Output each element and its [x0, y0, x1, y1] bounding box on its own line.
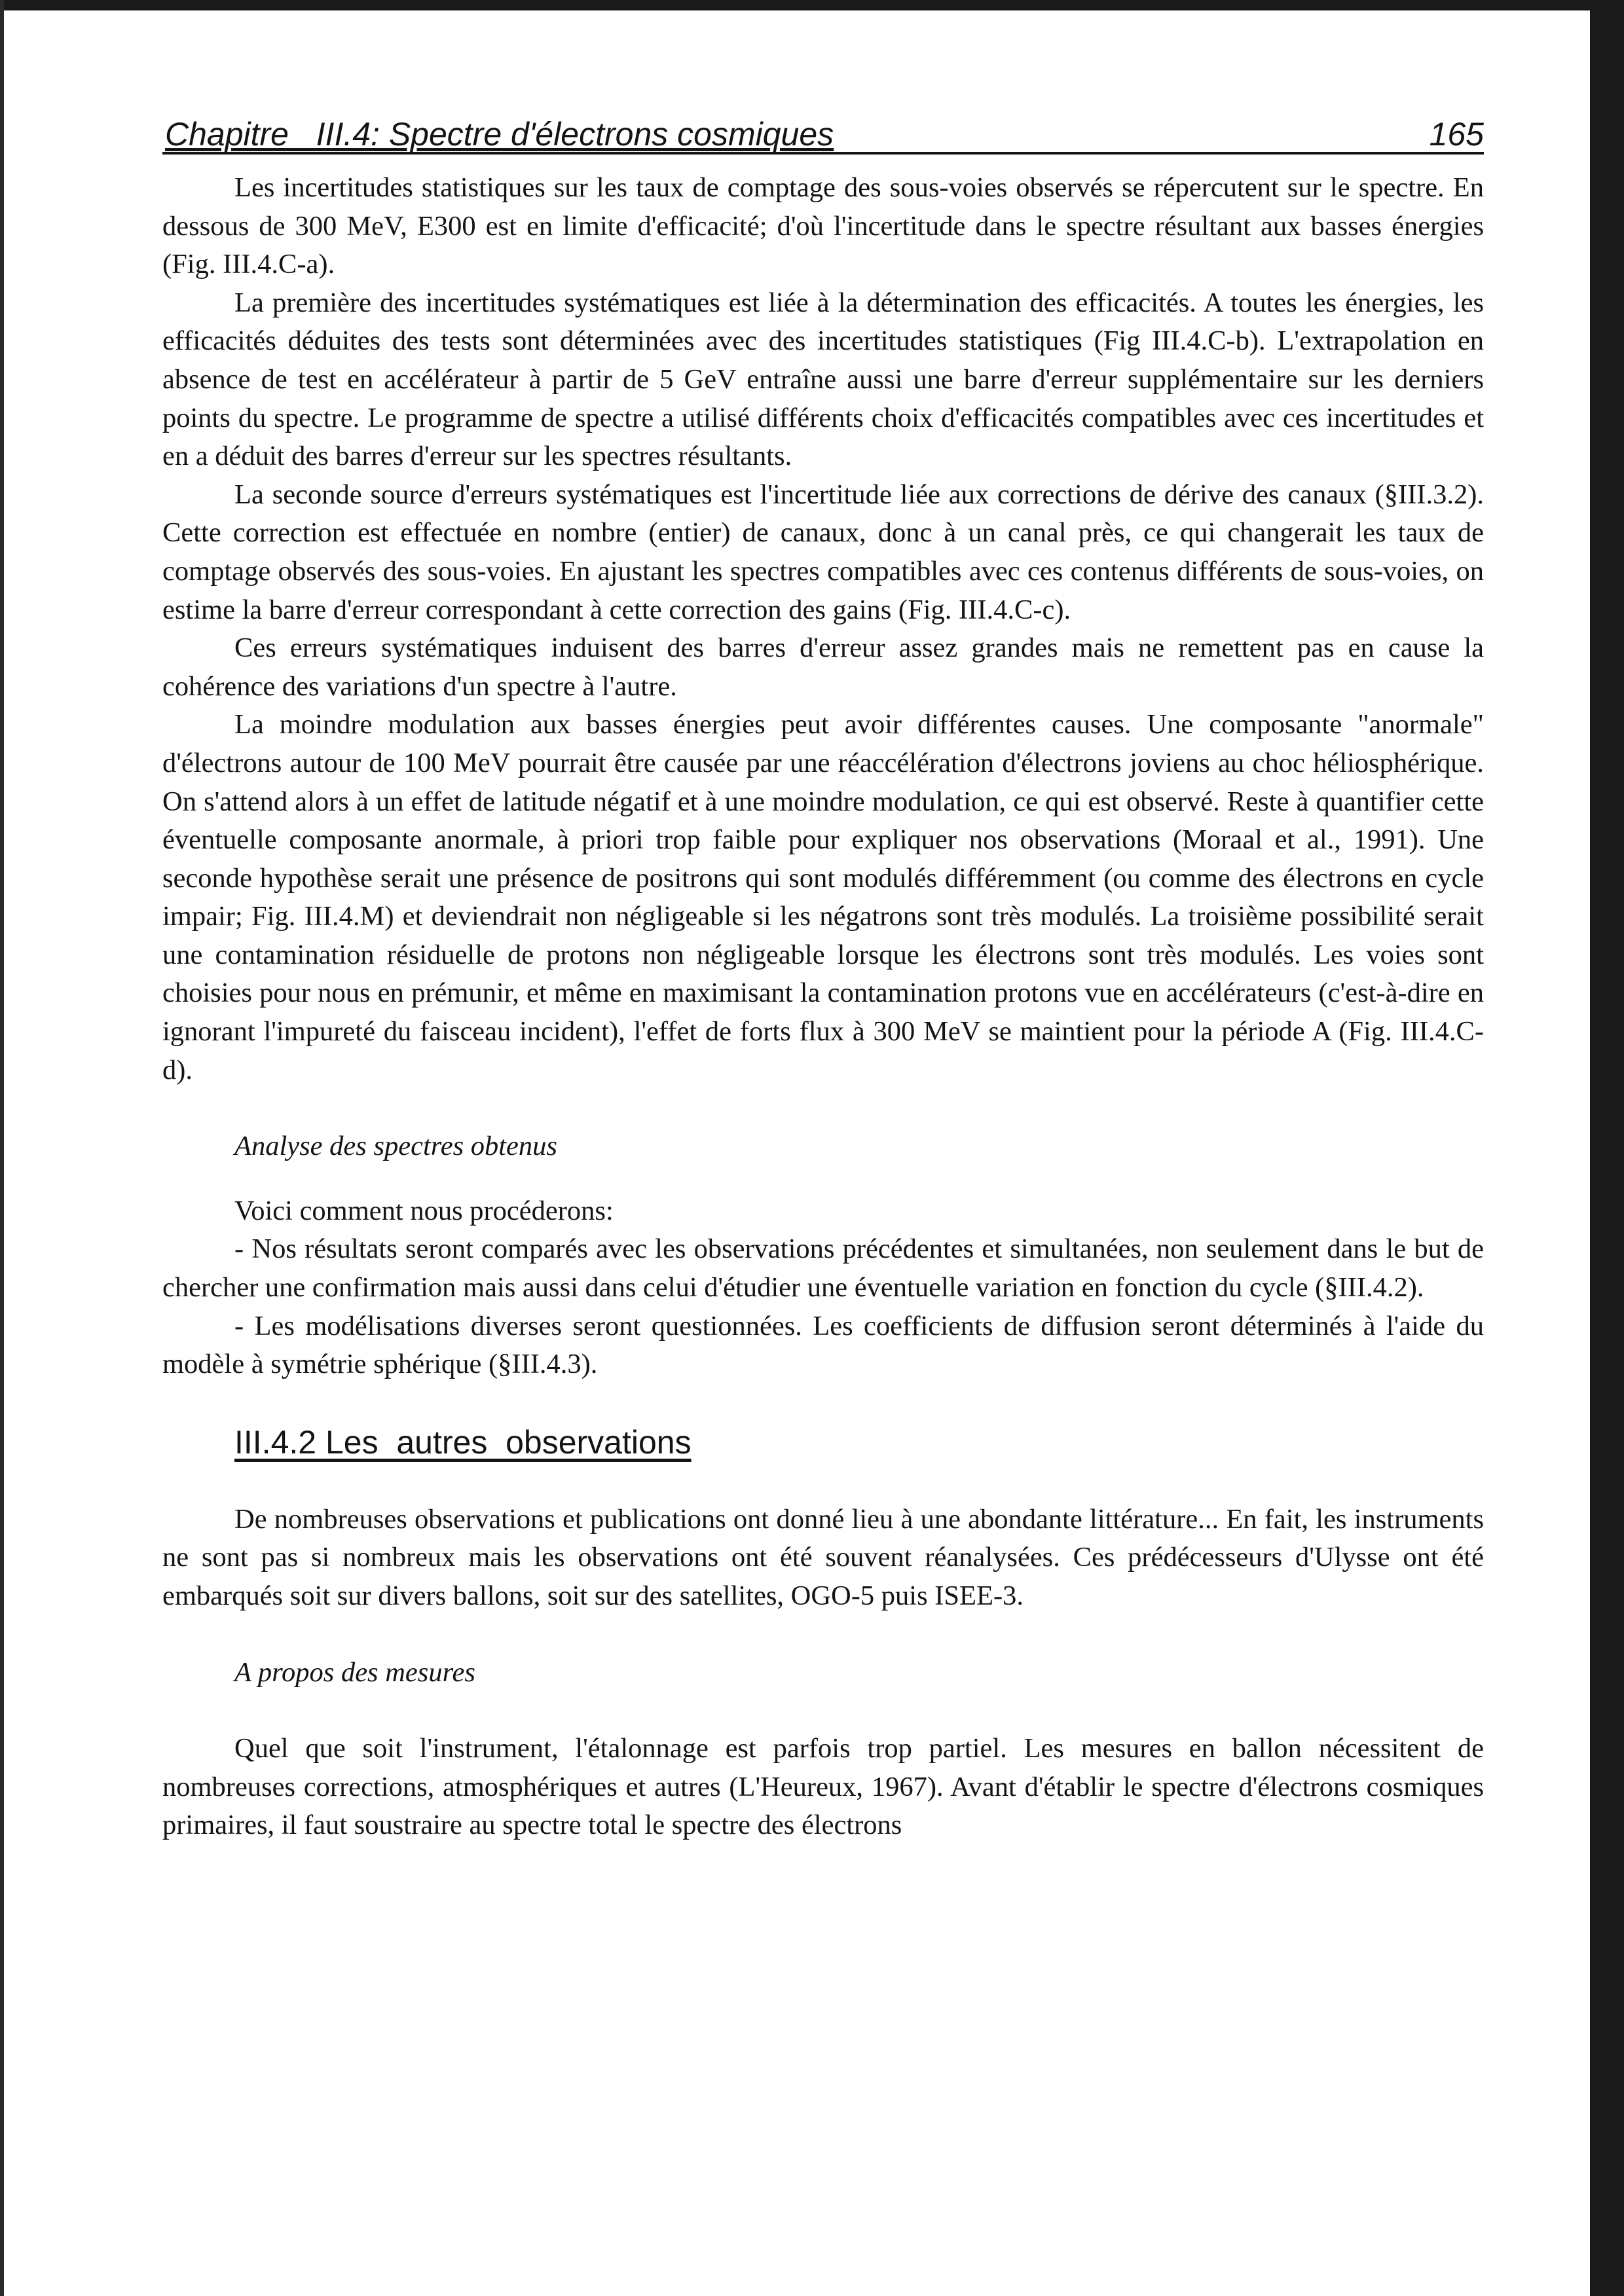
subheading-analysis: Analyse des spectres obtenus	[234, 1131, 557, 1162]
scan-border-left	[0, 0, 4, 2296]
page-number: 165	[1429, 116, 1484, 153]
paragraph-procedure-intro: Voici comment nous procéderons:	[234, 1195, 614, 1226]
document-page	[162, 111, 1484, 1845]
paragraph-efficiency-uncertainties: La première des incertitudes systématiques est liée à la détermination des efficacités. A toutes les énergies, les efficacités déduites des tests sont déterminées avec des incertitudes statistiques (Fig III.4.C-b). L'extrapolation en absence de test en accélérateur à partir de 5 GeV entraîne aussi une barre d'erreur supplémentaire sur les derniers points du spectre. Le programme de spectre a utilisé différents choix d'efficacités compatibles avec ces incertitudes et en a déduit des barres d'erreur sur les spectres résultants.	[162, 287, 1484, 472]
paragraph-systematic-errors: Ces erreurs systématiques induisent des barres d'erreur assez grandes mais ne remettent pas en cause la cohérence des variations d'un spectre à l'autre.	[162, 632, 1484, 702]
paragraph-statistical-uncertainties: Les incertitudes statistiques sur les taux de comptage des sous-voies observés se répercutent sur le spectre. En dessous de 300 MeV, E300 est en limite d'efficacité; d'où l'incertitude dans le spectre résultant aux basses énergies (Fig. III.4.C-a).	[162, 172, 1484, 280]
paragraph-drift-corrections: La seconde source d'erreurs systématiques est l'incertitude liée aux corrections de dérive des canaux (§III.3.2). Cette correction est effectuée en nombre (entier) de canaux, donc à un canal près, ce qui changerait les taux de comptage observés des sous-voies. En ajustant les spectres compatibles avec ces contenus différents de sous-voies, on estime la barre d'erreur correspondant à cette correction des gains (Fig. III.4.C-c).	[162, 479, 1484, 625]
running-header	[162, 111, 1484, 155]
paragraph-procedure-item-1: - Nos résultats seront comparés avec les observations précédentes et simultanées, non seulement dans le but de chercher une confirmation mais aussi dans celui d'étudier une éventuelle variation en fonction du cycle (§III.4.2).	[162, 1233, 1484, 1303]
paragraph-calibration: Quel que soit l'instrument, l'étalonnage est parfois trop partiel. Les mesures en ballon nécessitent de nombreuses corrections, atmosphériques et autres (L'Heureux, 1967). Avant d'établir le spectre d'électrons cosmiques primaires, il faut soustraire au spectre total le spectre des électrons	[162, 1733, 1484, 1841]
scan-border-right	[1590, 0, 1624, 2296]
subheading-measurements: A propos des mesures	[234, 1656, 475, 1688]
chapter-title: Chapitre III.4: Spectre d'électrons cosmiques	[165, 116, 834, 153]
scan-border-top	[0, 0, 1624, 10]
paragraph-procedure-item-2: - Les modélisations diverses seront questionnées. Les coefficients de diffusion seront déterminés à l'aide du modèle à symétrie sphérique (§III.4.3).	[162, 1310, 1484, 1380]
paragraph-other-observations: De nombreuses observations et publications ont donné lieu à une abondante littérature... En fait, les instruments ne sont pas si nombreux mais les observations ont été souvent réanalysées. Ces prédécesseurs d'Ulysse ont été embarqués soit sur divers ballons, soit sur des satellites, OGO-5 puis ISEE-3.	[162, 1503, 1484, 1611]
section-heading: III.4.2 Les autres observations	[234, 1423, 692, 1461]
paragraph-low-energy-modulation: La moindre modulation aux basses énergies peut avoir différentes causes. Une composante "anormale" d'électrons autour de 100 MeV pourrait être causée par une réaccélération d'électrons joviens au choc héliosphérique. On s'attend alors à un effet de latitude négatif et à une moindre modulation, ce qui est observé. Reste à quantifier cette éventuelle composante anormale, à priori trop faible pour expliquer nos observations (Moraal et al., 1991). Une seconde hypothèse serait une présence de positrons qui sont modulés différemment (ou comme des électrons en cycle impair; Fig. III.4.M) et deviendrait non négligeable si les négatrons sont très modulés. La troisième possibilité serait une contamination résiduelle de protons non négligeable lorsque les électrons sont très modulés. Les voies sont choisies pour nous en prémunir, et même en maximisant la contamination protons vue en accélérateurs (c'est-à-dire en ignorant l'impureté du faisceau incident), l'effet de forts flux à 300 MeV se maintient pour la période A (Fig. III.4.C-d).	[162, 709, 1484, 1085]
